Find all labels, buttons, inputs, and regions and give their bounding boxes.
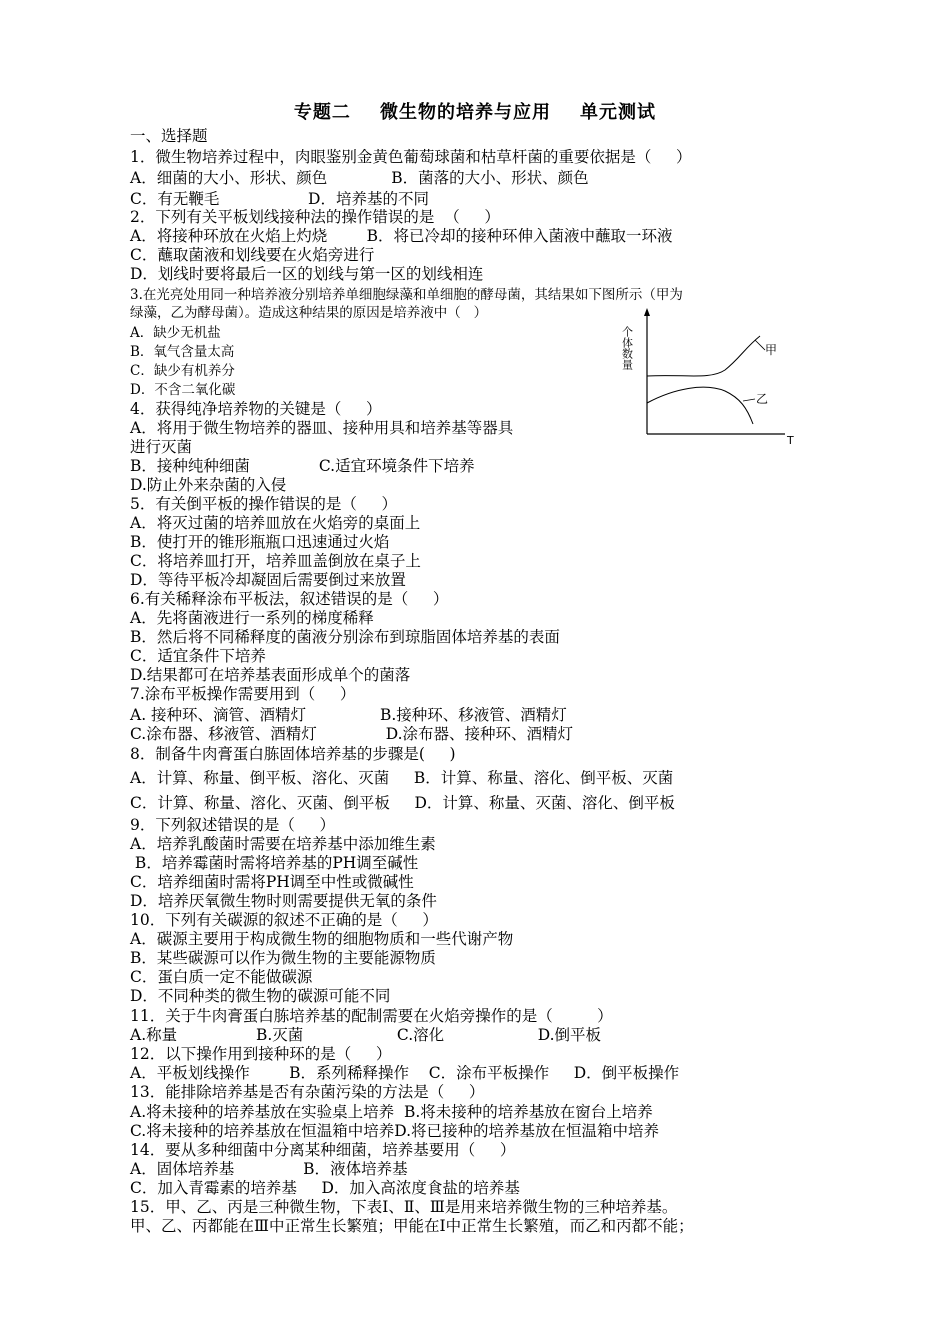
text-line: C．培养细菌时需将PH调至中性或微碱性 bbox=[130, 873, 414, 891]
series-leader-yi bbox=[743, 399, 755, 401]
text-line: C.将未接种的培养基放在恒温箱中培养D.将已接种的培养基放在恒温箱中培养 bbox=[130, 1122, 660, 1140]
text-line: 7.涂布平板操作需要用到（ ） bbox=[130, 685, 356, 703]
text-line: B．接种纯种细菌 C.适宜环境条件下培养 bbox=[130, 457, 475, 475]
text-line: 5．有关倒平板的操作错误的是（ ） bbox=[130, 495, 397, 513]
growth-chart bbox=[620, 308, 800, 453]
text-line: C．计算、称量、溶化、灭菌、倒平板 D．计算、称量、灭菌、溶化、倒平板 bbox=[130, 794, 675, 812]
text-line: C．缺少有机养分 bbox=[130, 363, 235, 379]
text-line: A．培养乳酸菌时需要在培养基中添加维生素 bbox=[130, 835, 436, 853]
text-line: B．某些碳源可以作为微生物的主要能源物质 bbox=[130, 949, 436, 967]
text-line: 6.有关稀释涂布平板法，叙述错误的是（ ） bbox=[130, 590, 449, 608]
series-curve-jia bbox=[647, 336, 760, 376]
text-line: A．固体培养基 B．液体培养基 bbox=[130, 1160, 408, 1178]
text-line: C.涂布器、移液管、酒精灯 D.涂布器、接种环、酒精灯 bbox=[130, 725, 574, 743]
text-line: C．蛋白质一定不能做碳源 bbox=[130, 968, 313, 986]
text-line: C．将培养皿打开，培养皿盖倒放在桌子上 bbox=[130, 552, 421, 570]
series-leader-jia bbox=[755, 340, 765, 350]
text-line: 12．以下操作用到接种环的是（ ） bbox=[130, 1045, 392, 1063]
series-label-jia: 甲 bbox=[765, 343, 778, 357]
text-line: A．平板划线操作 B．系列稀释操作 C．涂布平板操作 D．倒平板操作 bbox=[130, 1064, 680, 1082]
text-line: 4．获得纯净培养物的关键是（ ） bbox=[130, 400, 382, 418]
page-title: 专题二 微生物的培养与应用 单元测试 bbox=[293, 102, 657, 123]
text-line: 14．要从多种细菌中分离某种细菌，培养基要用（ ） bbox=[130, 1141, 516, 1159]
text-line: A．碳源主要用于构成微生物的细胞物质和一些代谢产物 bbox=[130, 930, 514, 948]
text-line: 9．下列叙述错误的是（ ） bbox=[130, 816, 335, 834]
text-line: 1．微生物培养过程中，肉眼鉴别金黄色葡萄球菌和枯草杆菌的重要依据是（ ） bbox=[130, 148, 692, 166]
text-line: B．然后将不同稀释度的菌液分别涂布到琼脂固体培养基的表面 bbox=[130, 628, 560, 646]
text-line: D．划线时要将最后一区的划线与第一区的划线相连 bbox=[130, 265, 484, 283]
text-line: B．氧气含量太高 bbox=[130, 344, 235, 360]
text-line: D．不同种类的微生物的碳源可能不同 bbox=[130, 987, 391, 1005]
text-line: 甲、乙、丙都能在Ⅲ中正常生长繁殖；甲能在Ⅰ中正常生长繁殖，而乙和丙都不能； bbox=[130, 1217, 694, 1235]
text-line: 8．制备牛肉膏蛋白胨固体培养基的步骤是( ) bbox=[130, 745, 456, 763]
text-line: C．有无鞭毛 D．培养基的不同 bbox=[130, 190, 429, 208]
text-line: 15．甲、乙、丙是三种微生物，下表Ⅰ、Ⅱ、Ⅲ是用来培养微生物的三种培养基。 bbox=[130, 1198, 678, 1216]
text-line: A．计算、称量、倒平板、溶化、灭菌 B．计算、称量、溶化、倒平板、灭菌 bbox=[130, 769, 674, 787]
text-line: A．将灭过菌的培养皿放在火焰旁的桌面上 bbox=[130, 514, 421, 532]
text-line: D．不含二氧化碳 bbox=[130, 382, 236, 398]
text-line: C．加入青霉素的培养基 D．加入高浓度食盐的培养基 bbox=[130, 1179, 520, 1197]
text-line: 10．下列有关碳源的叙述不正确的是（ ） bbox=[130, 911, 438, 929]
text-line: 11．关于牛肉膏蛋白胨培养基的配制需要在火焰旁操作的是（ ） bbox=[130, 1007, 613, 1025]
text-line: B．培养霉菌时需将培养基的PH调至碱性 bbox=[130, 854, 419, 872]
text-line: D.结果都可在培养基表面形成单个的菌落 bbox=[130, 666, 411, 684]
text-line: A．先将菌液进行一系列的梯度稀释 bbox=[130, 609, 374, 627]
text-line: A.将未接种的培养基放在实验桌上培养 B.将未接种的培养基放在窗台上培养 bbox=[130, 1103, 653, 1121]
text-line: A．将接种环放在火焰上灼烧 B．将已冷却的接种环伸入菌液中蘸取一环液 bbox=[130, 227, 673, 245]
text-line: D.防止外来杂菌的入侵 bbox=[130, 476, 287, 494]
text-line: A．将用于微生物培养的器皿、接种用具和培养基等器具 bbox=[130, 419, 514, 437]
series-curve-yi bbox=[647, 387, 753, 424]
text-line: D．培养厌氧微生物时则需要提供无氧的条件 bbox=[130, 892, 437, 910]
text-line: A.称量 B.灭菌 C.溶化 D.倒平板 bbox=[130, 1026, 602, 1044]
text-line: C．适宜条件下培养 bbox=[130, 647, 266, 665]
text-line: B．使打开的锥形瓶瓶口迅速通过火焰 bbox=[130, 533, 390, 551]
text-line: 3.在光亮处用同一种培养液分别培养单细胞绿藻和单细胞的酵母菌，其结果如下图所示（甲为 bbox=[130, 287, 683, 303]
text-line: A．缺少无机盐 bbox=[130, 325, 221, 341]
series-label-yi: 乙 bbox=[756, 392, 769, 406]
text-line: 2．下列有关平板划线接种法的操作错误的是 （ ） bbox=[130, 208, 500, 226]
text-line: C．蘸取菌液和划线要在火焰旁进行 bbox=[130, 246, 375, 264]
text-line: D．等待平板冷却凝固后需要倒过来放置 bbox=[130, 571, 406, 589]
text-line: A．细菌的大小、形状、颜色 B．菌落的大小、形状、颜色 bbox=[130, 169, 589, 187]
section-heading: 一、选择题 bbox=[130, 127, 208, 145]
text-line: 13．能排除培养基是否有杂菌污染的方法是（ ） bbox=[130, 1083, 485, 1101]
x-axis-label: T bbox=[787, 434, 794, 447]
y-axis-label: 个体数量 bbox=[620, 326, 634, 370]
text-line: 进行灭菌 bbox=[130, 438, 193, 456]
text-line: A. 接种环、滴管、酒精灯 B.接种环、移液管、酒精灯 bbox=[130, 706, 567, 724]
y-axis-arrow bbox=[644, 308, 650, 316]
text-line: 绿藻，乙为酵母菌）。造成这种结果的原因是培养液中（ ） bbox=[130, 305, 488, 321]
